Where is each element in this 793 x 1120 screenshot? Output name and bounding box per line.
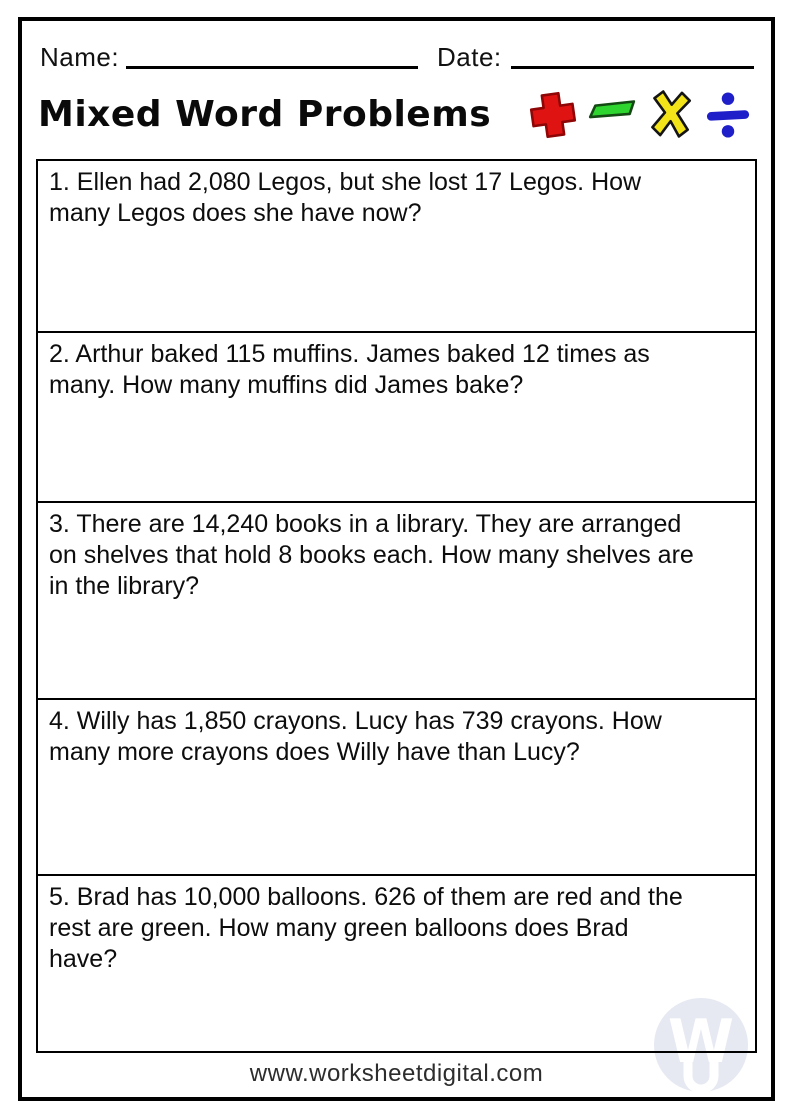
problem-row-2: 2. Arthur baked 115 muffins. James baked 12 times as many. How many muffins did James bake? <box>38 333 755 503</box>
minus-icon-shape <box>590 101 634 117</box>
watermark-letter-w: W <box>667 1007 735 1077</box>
multiply-icon <box>645 89 697 141</box>
minus-icon <box>586 89 638 141</box>
multiply-icon-shape <box>652 91 690 137</box>
problem-row-5: 5. Brad has 10,000 balloons. 626 of them are red and the rest are green. How many green balloons does Brad have? <box>49 883 683 973</box>
divide-icon-shape <box>707 92 750 137</box>
page-title: Mixed Word Problems <box>38 94 492 135</box>
name-label: Name: <box>40 42 120 72</box>
divide-icon <box>704 89 752 141</box>
problem-row-4: 4. Willy has 1,850 crayons. Lucy has 739 crayons. How many more crayons does Willy have than Lucy? <box>38 700 755 876</box>
date-fill-line <box>511 42 754 69</box>
problems-table <box>36 159 757 1053</box>
name-fill-line <box>126 42 418 69</box>
problem-row-3: 3. There are 14,240 books in a library. They are arranged on shelves that hold 8 books each. How many shelves are in the library? <box>38 503 755 700</box>
operation-icons <box>527 88 752 142</box>
date-label: Date: <box>437 42 502 72</box>
website-url: www.worksheetdigital.com <box>249 1060 544 1087</box>
problem-row-1: 1. Ellen had 2,080 Legos, but she lost 17 Legos. How many Legos does she have now? <box>38 161 755 333</box>
plus-icon <box>527 89 579 141</box>
plus-icon-shape <box>530 92 577 139</box>
